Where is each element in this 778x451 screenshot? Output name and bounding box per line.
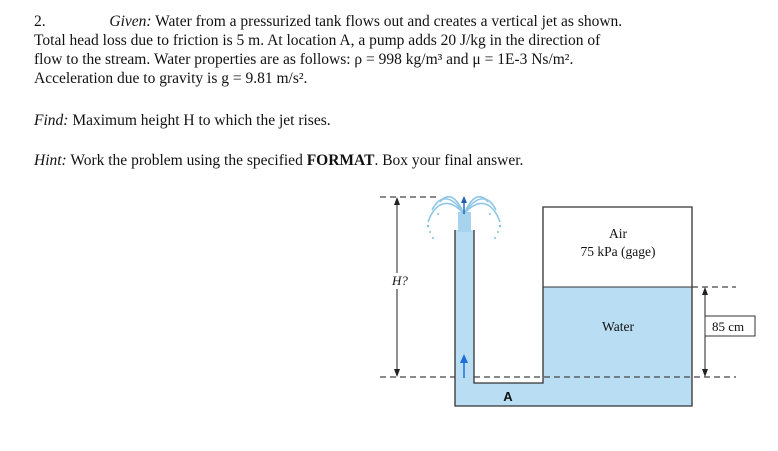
given-line-4: Acceleration due to gravity is g = 9.81 m/s². [34,70,308,87]
height-label: H? [392,273,408,288]
jet-column [458,212,471,232]
hint-format: FORMAT [306,152,375,169]
pressure-label: 75 kPa (gage) [580,244,656,259]
given-line-2: Total head loss due to friction is 5 m. At location A, a pump adds 20 J/kg in the direction of [34,32,601,49]
given-text-1: Water from a pressurized tank flows out and creates a vertical jet as shown. [155,13,623,30]
hint-text: Work the problem using the specified [70,152,303,169]
point-a-label: A [503,389,513,404]
given-line-3: flow to the stream. Water properties are as follows: ρ = 998 kg/m³ and μ = 1E-3 Ns/m². [34,51,574,68]
hint-label: Hint: [34,152,67,169]
given-label: Given: [109,13,152,30]
problem-number: 2. [34,13,46,30]
depth-label: 85 cm [712,319,745,334]
water-label: Water [602,319,634,334]
find-label: Find: [34,112,69,129]
air-label: Air [609,226,627,241]
hint-text-end: . Box your final answer. [374,152,524,169]
find-text: Maximum height H to which the jet rises. [72,112,331,129]
